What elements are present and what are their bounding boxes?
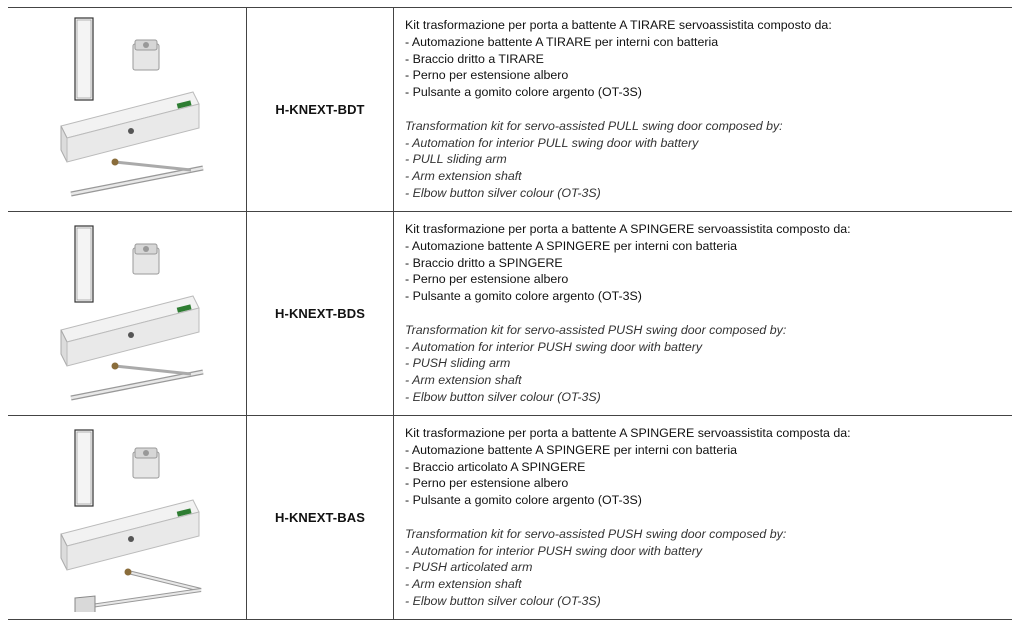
description-line-it: - Perno per estensione albero	[405, 272, 569, 287]
description-line-it: - Pulsante a gomito colore argento (OT-3S)	[405, 493, 642, 508]
product-image-cell	[8, 416, 247, 619]
product-code-cell	[247, 212, 394, 415]
product-table	[8, 7, 1012, 620]
product-image-cell	[8, 212, 247, 415]
table-row	[8, 212, 1012, 416]
product-description	[405, 221, 1008, 406]
description-line-en: - PUSH sliding arm	[405, 356, 511, 371]
description-line-it: - Perno per estensione albero	[405, 476, 569, 491]
description-line-en: Transformation kit for servo-assisted PUSH swing door composed by:	[405, 322, 787, 337]
description-line-it: Kit trasformazione per porta a battente A SPINGERE servoassistita composto da:	[405, 222, 851, 236]
description-line-en: - PUSH articolated arm	[405, 560, 533, 575]
description-line-it: Kit trasformazione per porta a battente A SPINGERE servoassistita composta da:	[405, 426, 851, 440]
description-line-it: - Braccio dritto a TIRARE	[405, 51, 544, 66]
product-code-cell	[247, 8, 394, 211]
product-description	[405, 17, 1008, 202]
description-line-en: - Elbow button silver colour (OT-3S)	[405, 593, 601, 608]
product-image-cell	[8, 8, 247, 211]
product-code: H-KNEXT-BAS	[275, 510, 365, 525]
description-line-it: Kit trasformazione per porta a battente A TIRARE servoassistita composto da:	[405, 18, 832, 32]
description-line-it: - Braccio dritto a SPINGERE	[405, 255, 563, 270]
description-line-en: - PULL sliding arm	[405, 152, 507, 167]
product-code-cell	[247, 416, 394, 619]
description-line-en: - Elbow button silver colour (OT-3S)	[405, 185, 601, 200]
description-line-en: - Elbow button silver colour (OT-3S)	[405, 389, 601, 404]
description-line-it: - Automazione battente A TIRARE per interni con batteria	[405, 34, 719, 49]
description-line-en: - Automation for interior PUSH swing door with battery	[405, 339, 703, 354]
description-line-it: - Pulsante a gomito colore argento (OT-3S)	[405, 85, 642, 100]
product-description	[405, 425, 1008, 610]
description-line-en: - Arm extension shaft	[405, 373, 522, 388]
description-line-en: Transformation kit for servo-assisted PULL swing door composed by:	[405, 118, 783, 133]
description-line-en: - Arm extension shaft	[405, 169, 522, 184]
kit-illustration-articulated-arm	[53, 422, 223, 612]
description-line-it: - Perno per estensione albero	[405, 68, 569, 83]
description-line-en: Transformation kit for servo-assisted PUSH swing door composed by:	[405, 526, 787, 541]
table-row	[8, 8, 1012, 212]
description-line-it: - Automazione battente A SPINGERE per interni con batteria	[405, 442, 737, 457]
description-line-it: - Pulsante a gomito colore argento (OT-3S)	[405, 289, 642, 304]
description-line-it: - Braccio articolato A SPINGERE	[405, 459, 586, 474]
product-code: H-KNEXT-BDT	[275, 102, 365, 117]
description-line-en: - Automation for interior PUSH swing door with battery	[405, 543, 703, 558]
kit-illustration-straight-arm	[53, 14, 223, 204]
kit-illustration-straight-arm	[53, 218, 223, 408]
description-line-it: - Automazione battente A SPINGERE per interni con batteria	[405, 238, 737, 253]
table-row	[8, 416, 1012, 620]
description-line-en: - Automation for interior PULL swing door with battery	[405, 135, 699, 150]
product-code: H-KNEXT-BDS	[275, 306, 365, 321]
description-line-en: - Arm extension shaft	[405, 577, 522, 592]
